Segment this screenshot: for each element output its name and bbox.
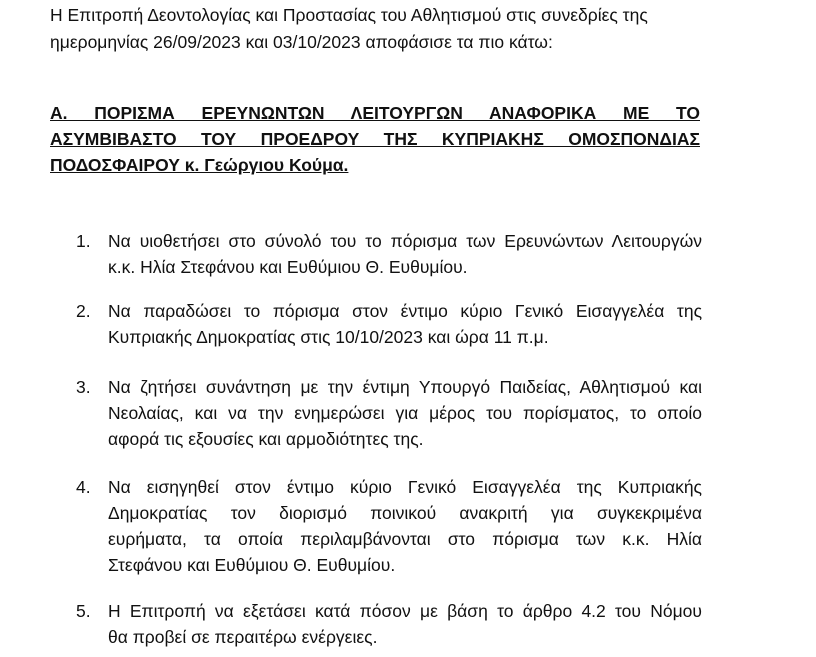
- item-line: κ.κ. Ηλία Στεφάνου και Ευθύμιου Θ. Ευθυμίου.: [108, 257, 468, 277]
- item-line: Να εισηγηθεί στον έντιμο κύριο Γενικό Εισαγγελέα της Κυπριακής: [108, 477, 702, 497]
- section-heading: [50, 100, 700, 178]
- item-text: [108, 598, 702, 650]
- item-line: Νεολαίας, και να την ενημερώσει για μέρος του πορίσματος, το οποίο: [108, 403, 702, 423]
- item-number: 3.: [76, 377, 91, 397]
- intro-paragraph: [50, 2, 710, 56]
- heading-line: Α. ΠΟΡΙΣΜΑ ΕΡΕΥΝΩΝΤΩΝ ΛΕΙΤΟΥΡΓΩΝ ΑΝΑΦΟΡΙΚΑ ΜΕ ΤΟ: [50, 103, 700, 123]
- item-line: θα προβεί σε περαιτέρω ενέργειες.: [108, 627, 378, 647]
- item-text: [108, 228, 702, 280]
- item-number: 1.: [76, 231, 91, 251]
- item-line: Να ζητήσει συνάντηση με την έντιμη Υπουργό Παιδείας, Αθλητισμού και: [108, 377, 702, 397]
- item-line: Να παραδώσει το πόρισμα στον έντιμο κύριο Γενικό Εισαγγελέα της: [108, 301, 702, 321]
- item-line: Κυπριακής Δημοκρατίας στις 10/10/2023 και ώρα 11 π.μ.: [108, 327, 549, 347]
- item-line: Δημοκρατίας τον διορισμό ποινικού ανακριτή για συγκεκριμένα: [108, 503, 702, 523]
- intro-line: Η Επιτροπή Δεοντολογίας και Προστασίας του Αθλητισμού στις συνεδρίες της: [50, 5, 648, 25]
- item-text: [108, 374, 702, 452]
- item-text: [108, 474, 702, 578]
- item-line: Στεφάνου και Ευθύμιου Θ. Ευθυμίου.: [108, 555, 396, 575]
- item-number: 4.: [76, 477, 91, 497]
- intro-line: ημερομηνίας 26/09/2023 και 03/10/2023 αποφάσισε τα πιο κάτω:: [50, 32, 553, 52]
- item-number: 5.: [76, 601, 91, 621]
- heading-line: ΑΣΥΜΒΙΒΑΣΤΟ ΤΟΥ ΠΡΟΕΔΡΟΥ ΤΗΣ ΚΥΠΡΙΑΚΗΣ ΟΜΟΣΠΟΝΔΙΑΣ: [50, 129, 700, 149]
- heading-line: ΠΟΔΟΣΦΑΙΡΟΥ κ. Γεώργιου Κούμα.: [50, 155, 349, 175]
- item-number: 2.: [76, 301, 91, 321]
- item-line: αφορά τις εξουσίες και αρμοδιότητες της.: [108, 429, 424, 449]
- item-text: [108, 298, 702, 350]
- item-line: Η Επιτροπή να εξετάσει κατά πόσον με βάση το άρθρο 4.2 του Νόμου: [108, 601, 702, 621]
- item-line: ευρήματα, τα οποία περιλαμβάνονται στο πόρισμα των κ.κ. Ηλία: [108, 529, 702, 549]
- item-line: Να υιοθετήσει στο σύνολό του το πόρισμα των Ερευνώντων Λειτουργών: [108, 231, 702, 251]
